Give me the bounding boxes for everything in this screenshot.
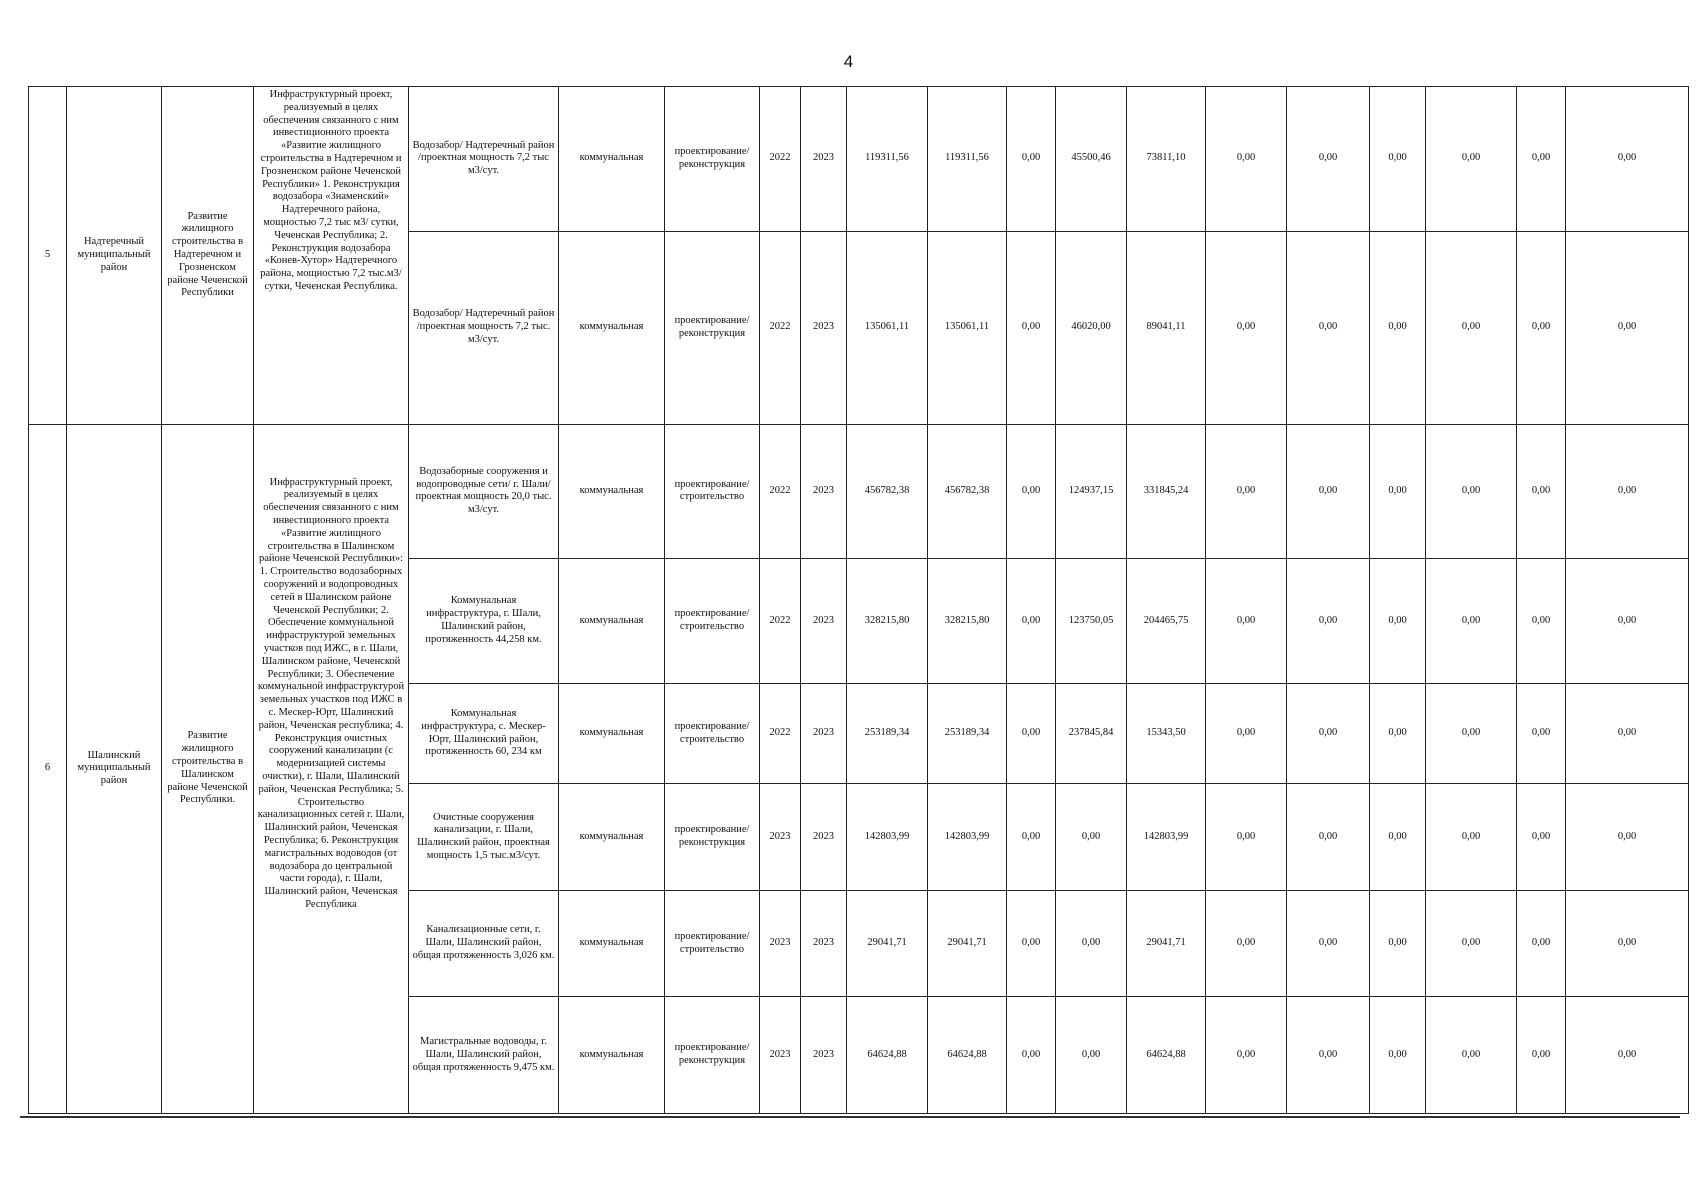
value-cell: 89041,11 (1127, 231, 1206, 424)
table-row (29, 424, 1689, 559)
value-cell: 0,00 (1370, 890, 1426, 997)
value-cell: 0,00 (1426, 997, 1517, 1114)
works-type: проектирование/строительство (665, 890, 760, 997)
object-name: Коммунальная инфраструктура, г. Шали, Шалинский район, протяженность 44,258 км. (409, 559, 559, 684)
value-cell: 0,00 (1007, 424, 1056, 559)
value-cell: 0,00 (1566, 424, 1689, 559)
start-year: 2022 (760, 231, 801, 424)
municipality: Надтеречный муниципальный район (67, 87, 162, 425)
value-cell: 0,00 (1566, 683, 1689, 783)
value-cell: 0,00 (1056, 997, 1127, 1114)
value-cell: 0,00 (1517, 997, 1566, 1114)
value-cell: 64624,88 (1127, 997, 1206, 1114)
value-cell: 119311,56 (847, 87, 928, 232)
value-cell: 0,00 (1370, 87, 1426, 232)
value-cell: 0,00 (1566, 784, 1689, 891)
start-year: 2023 (760, 890, 801, 997)
value-cell: 0,00 (1517, 784, 1566, 891)
value-cell: 204465,75 (1127, 559, 1206, 684)
value-cell: 0,00 (1206, 683, 1287, 783)
works-type: проектирование/строительство (665, 683, 760, 783)
infrastructure-type: коммунальная (559, 231, 665, 424)
value-cell: 0,00 (1426, 784, 1517, 891)
value-cell: 0,00 (1206, 890, 1287, 997)
object-name: Коммунальная инфраструктура, с. Мескер-Юрт, Шалинский район, протяженность 60, 234 км (409, 683, 559, 783)
value-cell: 0,00 (1517, 231, 1566, 424)
value-cell: 0,00 (1370, 997, 1426, 1114)
value-cell: 0,00 (1370, 559, 1426, 684)
value-cell: 0,00 (1287, 784, 1370, 891)
infrastructure-type: коммунальная (559, 559, 665, 684)
value-cell: 29041,71 (847, 890, 928, 997)
value-cell: 15343,50 (1127, 683, 1206, 783)
value-cell: 0,00 (1007, 683, 1056, 783)
value-cell: 0,00 (1426, 683, 1517, 783)
project-name: Развитие жилищного строительства в Надтеречном и Грозненском районе Чеченской Республики (162, 87, 254, 425)
value-cell: 0,00 (1566, 231, 1689, 424)
group-number: 6 (29, 424, 67, 1113)
value-cell: 0,00 (1056, 784, 1127, 891)
value-cell: 135061,11 (928, 231, 1007, 424)
value-cell: 29041,71 (1127, 890, 1206, 997)
start-year: 2022 (760, 424, 801, 559)
value-cell: 45500,46 (1056, 87, 1127, 232)
start-year: 2022 (760, 683, 801, 783)
value-cell: 0,00 (1056, 890, 1127, 997)
end-year: 2023 (801, 784, 847, 891)
group-number: 5 (29, 87, 67, 425)
value-cell: 0,00 (1206, 424, 1287, 559)
investment-table (28, 86, 1689, 1114)
value-cell: 124937,15 (1056, 424, 1127, 559)
end-year: 2023 (801, 559, 847, 684)
start-year: 2023 (760, 997, 801, 1114)
value-cell: 0,00 (1517, 683, 1566, 783)
value-cell: 0,00 (1007, 997, 1056, 1114)
value-cell: 0,00 (1370, 231, 1426, 424)
value-cell: 253189,34 (847, 683, 928, 783)
value-cell: 0,00 (1517, 559, 1566, 684)
value-cell: 135061,11 (847, 231, 928, 424)
object-name: Водозаборные сооружения и водопроводные сети/ г. Шали/проектная мощность 20,0 тыс. м3/сут. (409, 424, 559, 559)
value-cell: 0,00 (1206, 784, 1287, 891)
page-number: 4 (843, 52, 854, 71)
value-cell: 237845,84 (1056, 683, 1127, 783)
project-description: Инфраструктурный проект, реализуемый в целях обеспечения связанного с ним инвестиционного проекта «Развитие жилищного строительства в Надтеречном и Грозненском районе Чеченской Республики» 1. Реконструкция водозабора «Знаменский» Надтеречного района, мощностью 7,2 тыс м3/ сутки, Чеченская Республика; 2. Реконструкция водозабора «Конев-Хутор» Надтеречного района, мощностью 7,2 тыс.м3/ сутки, Чеченская Республика. (254, 87, 409, 425)
value-cell: 0,00 (1007, 559, 1056, 684)
value-cell: 123750,05 (1056, 559, 1127, 684)
value-cell: 46020,00 (1056, 231, 1127, 424)
start-year: 2023 (760, 784, 801, 891)
value-cell: 0,00 (1517, 87, 1566, 232)
value-cell: 328215,80 (928, 559, 1007, 684)
value-cell: 328215,80 (847, 559, 928, 684)
value-cell: 0,00 (1206, 231, 1287, 424)
value-cell: 0,00 (1566, 87, 1689, 232)
value-cell: 0,00 (1206, 559, 1287, 684)
municipality: Шалинский муниципальный район (67, 424, 162, 1113)
value-cell: 0,00 (1517, 890, 1566, 997)
value-cell: 0,00 (1287, 683, 1370, 783)
value-cell: 0,00 (1370, 784, 1426, 891)
works-type: проектирование/строительство (665, 559, 760, 684)
object-name: Водозабор/ Надтеречный район /проектная мощность 7,2 тыс м3/сут. (409, 87, 559, 232)
value-cell: 0,00 (1426, 231, 1517, 424)
infrastructure-type: коммунальная (559, 784, 665, 891)
value-cell: 0,00 (1370, 424, 1426, 559)
infrastructure-type: коммунальная (559, 997, 665, 1114)
infrastructure-type: коммунальная (559, 87, 665, 232)
value-cell: 0,00 (1566, 890, 1689, 997)
works-type: проектирование/реконструкция (665, 231, 760, 424)
value-cell: 119311,56 (928, 87, 1007, 232)
end-year: 2023 (801, 890, 847, 997)
object-name: Очистные сооружения канализации, г. Шали, Шалинский район, проектная мощность 1,5 тыс.м3/сут. (409, 784, 559, 891)
value-cell: 456782,38 (847, 424, 928, 559)
value-cell: 0,00 (1206, 997, 1287, 1114)
value-cell: 0,00 (1287, 424, 1370, 559)
value-cell: 0,00 (1566, 997, 1689, 1114)
value-cell: 64624,88 (847, 997, 928, 1114)
start-year: 2022 (760, 559, 801, 684)
works-type: проектирование/строительство (665, 424, 760, 559)
value-cell: 0,00 (1426, 87, 1517, 232)
works-type: проектирование/реконструкция (665, 784, 760, 891)
value-cell: 253189,34 (928, 683, 1007, 783)
object-name: Водозабор/ Надтеречный район /проектная мощность 7,2 тыс. м3/сут. (409, 231, 559, 424)
object-name: Канализационные сети, г. Шали, Шалинский район, общая протяженность 3,026 км. (409, 890, 559, 997)
value-cell: 456782,38 (928, 424, 1007, 559)
value-cell: 29041,71 (928, 890, 1007, 997)
infrastructure-type: коммунальная (559, 424, 665, 559)
value-cell: 0,00 (1007, 784, 1056, 891)
infrastructure-type: коммунальная (559, 683, 665, 783)
value-cell: 142803,99 (928, 784, 1007, 891)
value-cell: 0,00 (1517, 424, 1566, 559)
value-cell: 0,00 (1007, 890, 1056, 997)
value-cell: 0,00 (1287, 997, 1370, 1114)
end-year: 2023 (801, 424, 847, 559)
works-type: проектирование/реконструкция (665, 997, 760, 1114)
works-type: проектирование/реконструкция (665, 87, 760, 232)
value-cell: 0,00 (1370, 683, 1426, 783)
value-cell: 0,00 (1007, 87, 1056, 232)
table-row (29, 87, 1689, 232)
value-cell: 0,00 (1007, 231, 1056, 424)
value-cell: 142803,99 (1127, 784, 1206, 891)
value-cell: 0,00 (1426, 890, 1517, 997)
value-cell: 142803,99 (847, 784, 928, 891)
value-cell: 0,00 (1287, 87, 1370, 232)
end-year: 2023 (801, 87, 847, 232)
value-cell: 0,00 (1426, 559, 1517, 684)
value-cell: 0,00 (1566, 559, 1689, 684)
end-year: 2023 (801, 683, 847, 783)
project-description: Инфраструктурный проект, реализуемый в целях обеспечения связанного с ним инвестиционного проекта «Развитие жилищного строительства в Шалинском районе Чеченской Республики»: 1. Строительство водозаборных сооружений и водопроводных сетей в Шалинском районе Чеченской Республики; 2. Обеспечение коммунальной инфраструктурой земельных участков под ИЖС, в г. Шали, Шалинском районе, Чеченской Республики; 3. Обеспечение коммунальной инфраструктурой земельных участков под ИЖС в с. Мескер-Юрт, Шалинский район, Чеченская республика; 4. Реконструкция очистных сооружений канализации (с модернизацией системы очистки), г. Шали, Шалинский район, Чеченская Республика; 5. Строительство канализационных сетей г. Шали, Шалинский район, Чеченская Республика; 6. Реконструкция магистральных водоводов (от водозабора до центральной части города), г. Шали, Шалинский район, Чеченская Республика (254, 424, 409, 1113)
value-cell: 73811,10 (1127, 87, 1206, 232)
value-cell: 0,00 (1206, 87, 1287, 232)
value-cell: 331845,24 (1127, 424, 1206, 559)
value-cell: 0,00 (1426, 424, 1517, 559)
end-year: 2023 (801, 231, 847, 424)
start-year: 2022 (760, 87, 801, 232)
object-name: Магистральные водоводы, г. Шали, Шалинский район, общая протяженность 9,475 км. (409, 997, 559, 1114)
end-year: 2023 (801, 997, 847, 1114)
value-cell: 0,00 (1287, 231, 1370, 424)
value-cell: 0,00 (1287, 890, 1370, 997)
project-name: Развитие жилищного строительства в Шалинском районе Чеченской Республики. (162, 424, 254, 1113)
infrastructure-type: коммунальная (559, 890, 665, 997)
value-cell: 64624,88 (928, 997, 1007, 1114)
bottom-rule (20, 1116, 1680, 1118)
value-cell: 0,00 (1287, 559, 1370, 684)
